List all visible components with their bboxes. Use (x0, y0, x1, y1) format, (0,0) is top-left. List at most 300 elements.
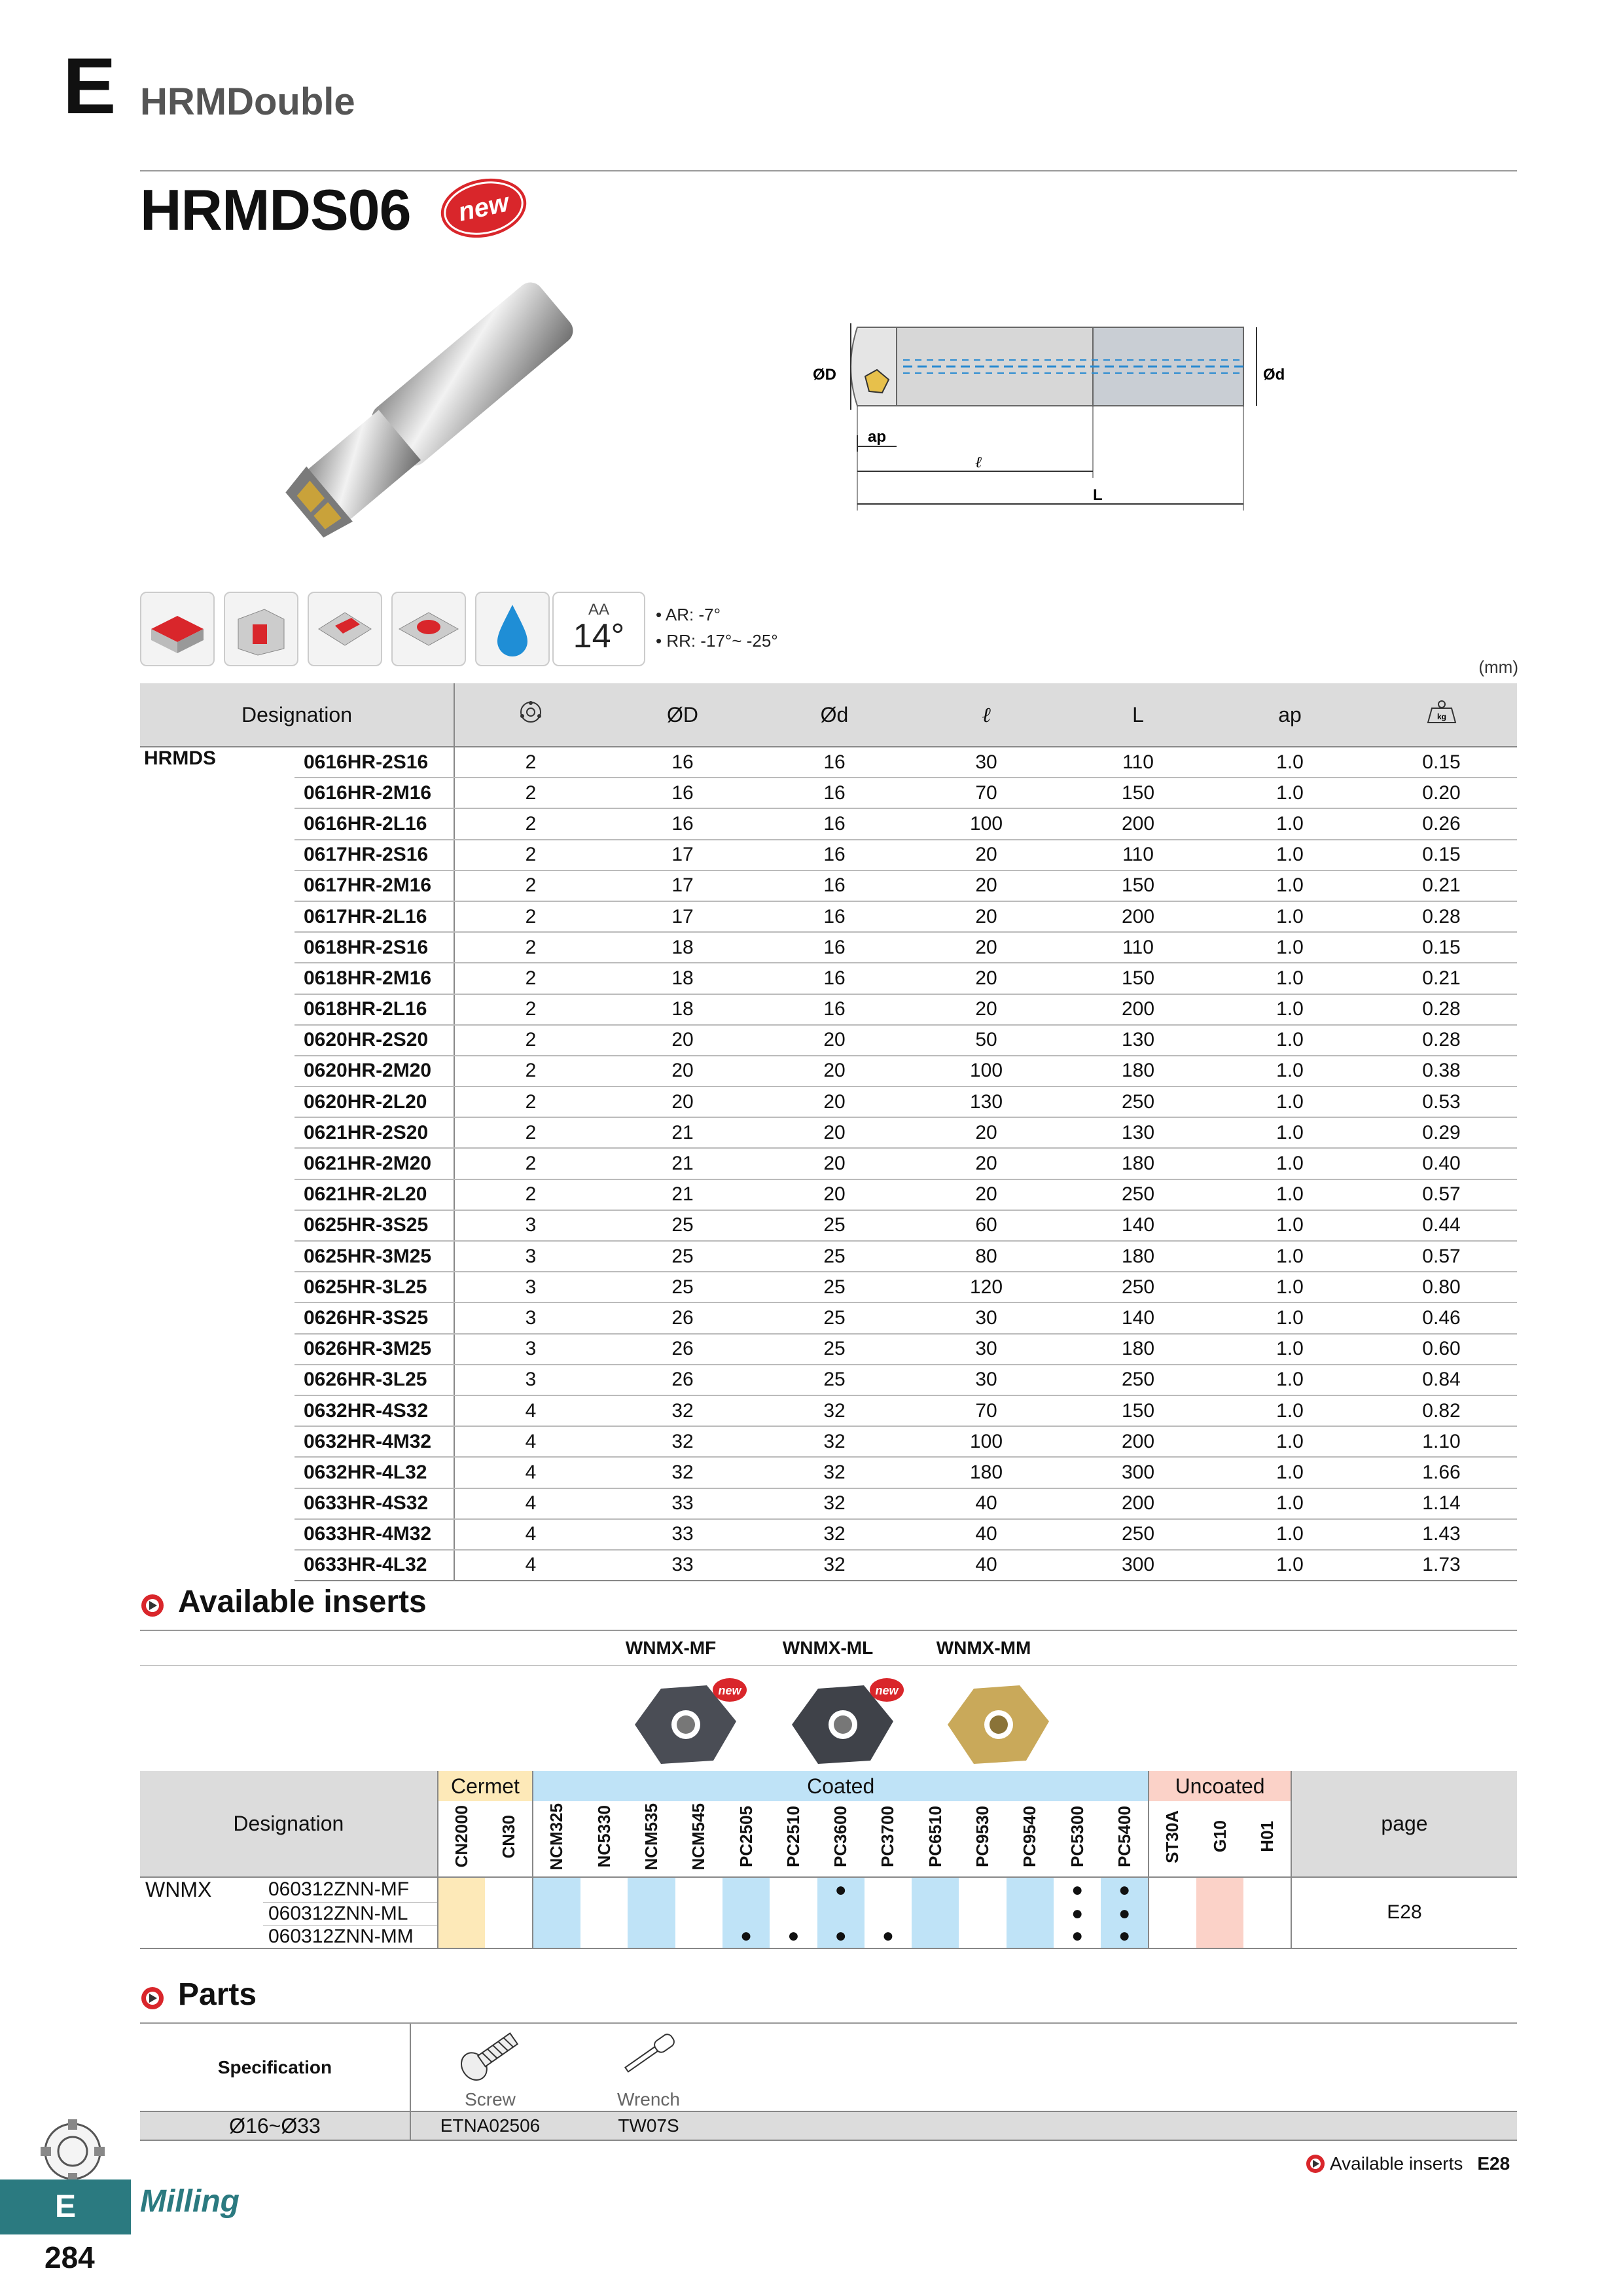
grade-header (912, 1801, 959, 1877)
table-row (140, 1550, 1517, 1581)
cell-l: 40 (910, 1488, 1062, 1519)
insert-mark-cell: ● (865, 1925, 912, 1948)
rr-note: • RR: -17°~ -25° (656, 631, 778, 651)
insert-mark-cell (438, 1877, 486, 1902)
cell-ap: 1.0 (1214, 1148, 1366, 1179)
insert-label-mf: WNMX-MF (625, 1638, 717, 1658)
insert-mark-cell (959, 1925, 1006, 1948)
cell-ap: 1.0 (1214, 808, 1366, 839)
cell-d: 16 (758, 932, 910, 963)
cell-L: 140 (1062, 1210, 1214, 1241)
table-row (140, 1365, 1517, 1395)
group-label: HRMDS (144, 747, 216, 769)
cell-kg: 1.66 (1366, 1457, 1517, 1488)
parts-arrow-icon (140, 1986, 165, 2011)
inserts-table (140, 1771, 1517, 1949)
cell-l: 20 (910, 1179, 1062, 1210)
insert-mark-cell (1196, 1877, 1243, 1902)
insert-mark-cell (485, 1902, 533, 1925)
cell-ap: 1.0 (1214, 747, 1366, 778)
aa-label: AA (588, 601, 609, 619)
insert-mark-cell (1149, 1925, 1196, 1948)
insert-mark-cell (1196, 1902, 1243, 1925)
cell-z: 2 (454, 747, 607, 778)
cell-code: 0617HR-2S16 (294, 840, 454, 870)
cell-ap: 1.0 (1214, 1488, 1366, 1519)
cell-z: 4 (454, 1426, 607, 1457)
grade-header (628, 1801, 675, 1877)
cell-ap: 1.0 (1214, 1457, 1366, 1488)
weight-unit: kg (1436, 712, 1446, 721)
table-row (140, 840, 1517, 870)
grade-label: ST30A (1162, 1810, 1183, 1863)
cell-l: 80 (910, 1241, 1062, 1272)
table-row (140, 1117, 1517, 1148)
link-arrow-icon (1305, 2153, 1326, 2174)
insert-code: 060312ZNN-ML (263, 1902, 438, 1925)
cell-L: 140 (1062, 1302, 1214, 1333)
cell-L: 200 (1062, 1426, 1214, 1457)
cell-l: 40 (910, 1519, 1062, 1550)
ar-note: • AR: -7° (656, 605, 721, 624)
insert-mark-cell (912, 1877, 959, 1902)
insert-mark-cell (485, 1877, 533, 1902)
col-designation: Designation (140, 683, 454, 747)
cell-d: 20 (758, 1086, 910, 1117)
grade-label: CN2000 (451, 1805, 471, 1868)
available-inserts-link[interactable] (1305, 2153, 1510, 2174)
cell-D: 21 (607, 1117, 758, 1148)
insert-image-mm (935, 1676, 1065, 1774)
cell-l: 20 (910, 1148, 1062, 1179)
table-row (140, 1519, 1517, 1550)
insert-mark-cell (722, 1877, 770, 1902)
insert-mark-cell (628, 1925, 675, 1948)
table-row (140, 1148, 1517, 1179)
cell-code: 0616HR-2M16 (294, 778, 454, 808)
cell-ap: 1.0 (1214, 1395, 1366, 1426)
cell-D: 26 (607, 1365, 758, 1395)
grade-label: H01 (1257, 1821, 1277, 1852)
insert-mark-cell (675, 1925, 722, 1948)
cell-code: 0625HR-3L25 (294, 1272, 454, 1302)
cell-L: 180 (1062, 1148, 1214, 1179)
dim-l-label: ℓ (975, 454, 982, 471)
cell-L: 150 (1062, 1395, 1214, 1426)
cell-kg: 0.40 (1366, 1148, 1517, 1179)
page-number: 284 (45, 2240, 95, 2274)
screw-icon (451, 2026, 529, 2085)
cell-D: 16 (607, 747, 758, 778)
grade-label: PC2505 (736, 1806, 756, 1867)
grade-header (722, 1801, 770, 1877)
grade-header (1196, 1801, 1243, 1877)
cell-D: 26 (607, 1302, 758, 1333)
cell-kg: 0.44 (1366, 1210, 1517, 1241)
face-milling-icon (140, 592, 215, 666)
insert-page-ref[interactable]: E28 (1387, 1901, 1422, 1924)
table-row (140, 1241, 1517, 1272)
cell-z: 2 (454, 1056, 607, 1086)
cell-kg: 0.26 (1366, 808, 1517, 839)
table-row (140, 1086, 1517, 1117)
screw-cell (410, 2024, 569, 2111)
table-row (140, 1210, 1517, 1241)
header-rule (140, 170, 1517, 171)
cell-D: 17 (607, 901, 758, 932)
cell-d: 25 (758, 1241, 910, 1272)
new-badge (437, 174, 530, 242)
insert-mark-cell (628, 1877, 675, 1902)
cell-kg: 0.28 (1366, 994, 1517, 1025)
cell-z: 4 (454, 1519, 607, 1550)
cell-ap: 1.0 (1214, 932, 1366, 963)
cell-ap: 1.0 (1214, 963, 1366, 994)
cell-L: 250 (1062, 1365, 1214, 1395)
cell-code: 0620HR-2L20 (294, 1086, 454, 1117)
cell-L: 130 (1062, 1025, 1214, 1056)
grade-label: NCM535 (641, 1803, 661, 1871)
shoulder-milling-icon (224, 592, 298, 666)
grade-header (1007, 1801, 1054, 1877)
axial-angle-box (552, 592, 645, 666)
insert-mark-cell (817, 1902, 865, 1925)
cell-z: 2 (454, 1117, 607, 1148)
cell-ap: 1.0 (1214, 1241, 1366, 1272)
cell-L: 130 (1062, 1117, 1214, 1148)
cell-kg: 0.21 (1366, 963, 1517, 994)
cell-L: 180 (1062, 1056, 1214, 1086)
cell-code: 0620HR-2M20 (294, 1056, 454, 1086)
cell-ap: 1.0 (1214, 901, 1366, 932)
cell-l: 30 (910, 1365, 1062, 1395)
table-row (140, 994, 1517, 1025)
tool-table (140, 683, 1517, 1581)
cell-z: 2 (454, 870, 607, 901)
cell-D: 33 (607, 1550, 758, 1581)
insert-mark-cell (533, 1925, 580, 1948)
cell-z: 2 (454, 1086, 607, 1117)
cell-z: 2 (454, 808, 607, 839)
cell-kg: 0.28 (1366, 901, 1517, 932)
table-row (140, 1457, 1517, 1488)
cell-l: 120 (910, 1272, 1062, 1302)
cell-D: 16 (607, 808, 758, 839)
cell-l: 50 (910, 1025, 1062, 1056)
table-row (140, 1179, 1517, 1210)
cell-L: 110 (1062, 840, 1214, 870)
cell-kg: 1.73 (1366, 1550, 1517, 1581)
cell-l: 70 (910, 1395, 1062, 1426)
cell-l: 30 (910, 1302, 1062, 1333)
cell-d: 32 (758, 1519, 910, 1550)
uncoated-group: Uncoated (1149, 1771, 1291, 1801)
cell-d: 25 (758, 1302, 910, 1333)
cell-ap: 1.0 (1214, 778, 1366, 808)
cell-z: 3 (454, 1302, 607, 1333)
cell-D: 32 (607, 1395, 758, 1426)
grade-label: PC3700 (878, 1806, 898, 1867)
cell-code: 0633HR-4L32 (294, 1550, 454, 1581)
cell-ap: 1.0 (1214, 1550, 1366, 1581)
cell-kg: 0.38 (1366, 1056, 1517, 1086)
wrench-code: TW07S (618, 2115, 679, 2136)
table-row (140, 870, 1517, 901)
table-row (140, 932, 1517, 963)
insert-mark-cell (675, 1902, 722, 1925)
insert-mark-cell (770, 1902, 817, 1925)
col-D: ØD (607, 683, 758, 747)
cell-d: 20 (758, 1056, 910, 1086)
grade-label: G10 (1209, 1820, 1230, 1853)
range-value: Ø16~Ø33 (140, 2111, 410, 2140)
footer-label: Milling (140, 2184, 240, 2219)
cell-l: 180 (910, 1457, 1062, 1488)
cell-ap: 1.0 (1214, 1210, 1366, 1241)
insert-mark-cell: ● (1101, 1902, 1149, 1925)
tool-thumbnail (37, 2115, 109, 2181)
tool-table-header (140, 683, 1517, 747)
cell-l: 20 (910, 901, 1062, 932)
grade-label: NCM325 (546, 1803, 567, 1871)
cell-z: 2 (454, 1179, 607, 1210)
grade-label: PC5300 (1067, 1806, 1087, 1867)
cell-kg: 1.14 (1366, 1488, 1517, 1519)
cell-code: 0632HR-4M32 (294, 1426, 454, 1457)
col-l: ℓ (910, 683, 1062, 747)
insert-mark-cell (912, 1925, 959, 1948)
cell-l: 130 (910, 1086, 1062, 1117)
insert-mark-cell: ● (1054, 1925, 1101, 1948)
spec-header: Specification (140, 2024, 410, 2111)
inserts-rule (140, 1630, 1517, 1631)
grade-header (580, 1801, 628, 1877)
cell-kg: 0.53 (1366, 1086, 1517, 1117)
table-row (140, 747, 1517, 778)
cell-D: 16 (607, 778, 758, 808)
cell-code: 0621HR-2L20 (294, 1179, 454, 1210)
cell-z: 3 (454, 1272, 607, 1302)
unit-note: (mm) (1478, 657, 1518, 677)
cell-d: 32 (758, 1426, 910, 1457)
cell-kg: 0.15 (1366, 840, 1517, 870)
cell-kg: 0.20 (1366, 778, 1517, 808)
grade-header (770, 1801, 817, 1877)
cell-code: 0633HR-4S32 (294, 1488, 454, 1519)
footer-section-tab: E (0, 2179, 131, 2234)
cell-code: 0618HR-2S16 (294, 932, 454, 963)
insert-code: 060312ZNN-MM (263, 1925, 438, 1948)
insert-mark-cell (438, 1902, 486, 1925)
cell-D: 21 (607, 1179, 758, 1210)
cell-L: 150 (1062, 778, 1214, 808)
cell-kg: 0.84 (1366, 1365, 1517, 1395)
insert-label-mm: WNMX-MM (936, 1638, 1031, 1658)
cell-d: 20 (758, 1117, 910, 1148)
insert-mark-cell: ● (1101, 1877, 1149, 1902)
cell-L: 250 (1062, 1519, 1214, 1550)
grade-label: CN30 (499, 1814, 519, 1859)
grade-label: PC9530 (972, 1806, 993, 1867)
insert-mark-cell (1007, 1877, 1054, 1902)
cell-code: 0632HR-4L32 (294, 1457, 454, 1488)
cell-z: 2 (454, 932, 607, 963)
cell-code: 0620HR-2S20 (294, 1025, 454, 1056)
cell-D: 25 (607, 1272, 758, 1302)
insert-mark-cell (1007, 1902, 1054, 1925)
cell-ap: 1.0 (1214, 1179, 1366, 1210)
screw-code: ETNA02506 (440, 2115, 541, 2136)
grade-label: PC2510 (783, 1806, 803, 1867)
cell-L: 200 (1062, 1488, 1214, 1519)
cell-ap: 1.0 (1214, 1117, 1366, 1148)
cell-d: 16 (758, 963, 910, 994)
screw-label: Screw (465, 2089, 516, 2109)
grade-header (1101, 1801, 1149, 1877)
dim-ap-label: ap (868, 428, 887, 446)
cell-D: 25 (607, 1210, 758, 1241)
technical-drawing (805, 308, 1381, 530)
wrench-cell (569, 2024, 728, 2111)
link-page: E28 (1477, 2153, 1510, 2174)
insert-mark-cell (580, 1902, 628, 1925)
cell-L: 200 (1062, 808, 1214, 839)
grade-label: PC3600 (830, 1806, 851, 1867)
insert-mark-cell (1243, 1925, 1291, 1948)
insert-mark-cell: ● (770, 1925, 817, 1948)
insert-mark-cell (865, 1902, 912, 1925)
cell-l: 20 (910, 1117, 1062, 1148)
table-row (140, 1272, 1517, 1302)
insert-label-ml: WNMX-ML (782, 1638, 874, 1658)
cell-L: 180 (1062, 1334, 1214, 1365)
insert-mark-cell (485, 1925, 533, 1948)
insert-mark-cell (865, 1877, 912, 1902)
cell-code: 0616HR-2L16 (294, 808, 454, 839)
cell-d: 25 (758, 1365, 910, 1395)
insert-mark-cell (959, 1877, 1006, 1902)
slot-milling-icon (308, 592, 382, 666)
dim-L-label: L (1093, 486, 1103, 504)
cell-l: 40 (910, 1550, 1062, 1581)
cell-D: 21 (607, 1148, 758, 1179)
cell-code: 0621HR-2S20 (294, 1117, 454, 1148)
grade-header (1054, 1801, 1101, 1877)
table-row (140, 1426, 1517, 1457)
cell-L: 150 (1062, 870, 1214, 901)
cell-d: 20 (758, 1025, 910, 1056)
table-row (140, 1334, 1517, 1365)
cell-code: 0633HR-4M32 (294, 1519, 454, 1550)
insert-mark-cell: ● (1101, 1925, 1149, 1948)
coolant-drop-icon (475, 592, 550, 666)
cell-code: 0626HR-3S25 (294, 1302, 454, 1333)
col-weight-icon (1366, 683, 1517, 747)
cell-D: 17 (607, 870, 758, 901)
cell-d: 32 (758, 1550, 910, 1581)
table-row (140, 901, 1517, 932)
insert-image-ml (779, 1676, 910, 1774)
product-title: HRMDS06 (140, 177, 411, 242)
pocket-milling-icon (391, 592, 466, 666)
insert-mark-cell (438, 1925, 486, 1948)
cell-kg: 0.46 (1366, 1302, 1517, 1333)
cell-kg: 0.60 (1366, 1334, 1517, 1365)
insert-mark-cell (1196, 1925, 1243, 1948)
cell-L: 250 (1062, 1179, 1214, 1210)
cell-code: 0618HR-2M16 (294, 963, 454, 994)
cell-L: 200 (1062, 901, 1214, 932)
cell-code: 0626HR-3L25 (294, 1365, 454, 1395)
cell-ap: 1.0 (1214, 1426, 1366, 1457)
cell-D: 26 (607, 1334, 758, 1365)
cell-l: 70 (910, 778, 1062, 808)
cell-D: 18 (607, 932, 758, 963)
grade-header (959, 1801, 1006, 1877)
cell-code: 0625HR-3M25 (294, 1241, 454, 1272)
cell-L: 110 (1062, 932, 1214, 963)
insert-mark-cell (675, 1877, 722, 1902)
new-badge-mf: new (718, 1684, 741, 1697)
cell-kg: 1.43 (1366, 1519, 1517, 1550)
cell-D: 33 (607, 1488, 758, 1519)
cell-kg: 0.82 (1366, 1395, 1517, 1426)
dim-D-label: ØD (813, 366, 836, 384)
insert-mark-cell (1243, 1877, 1291, 1902)
cell-code: 0621HR-2M20 (294, 1148, 454, 1179)
insert-mark-cell (533, 1877, 580, 1902)
cell-d: 20 (758, 1148, 910, 1179)
cell-ap: 1.0 (1214, 1519, 1366, 1550)
link-label: Available inserts (1330, 2153, 1463, 2174)
cell-d: 16 (758, 808, 910, 839)
cell-D: 25 (607, 1241, 758, 1272)
cell-ap: 1.0 (1214, 994, 1366, 1025)
section-arrow-icon (140, 1593, 165, 1618)
insert-group-label (140, 1925, 263, 1948)
section-letter: E (63, 41, 116, 130)
cell-z: 2 (454, 778, 607, 808)
table-row (140, 808, 1517, 839)
insert-group-label (140, 1902, 263, 1925)
cell-d: 32 (758, 1457, 910, 1488)
cell-code: 0616HR-2S16 (294, 747, 454, 778)
cell-l: 100 (910, 1426, 1062, 1457)
cell-code: 0632HR-4S32 (294, 1395, 454, 1426)
cell-d: 32 (758, 1488, 910, 1519)
insert-mark-cell (722, 1902, 770, 1925)
cell-kg: 0.80 (1366, 1272, 1517, 1302)
cell-ap: 1.0 (1214, 1334, 1366, 1365)
cell-d: 16 (758, 901, 910, 932)
insert-code: 060312ZNN-MF (263, 1877, 438, 1902)
cell-ap: 1.0 (1214, 1302, 1366, 1333)
insert-mark-cell: ● (1054, 1902, 1101, 1925)
table-row (140, 1488, 1517, 1519)
cell-L: 180 (1062, 1241, 1214, 1272)
grade-label: PC6510 (925, 1806, 945, 1867)
cell-code: 0617HR-2M16 (294, 870, 454, 901)
cell-l: 30 (910, 1334, 1062, 1365)
insert-mark-cell (1007, 1925, 1054, 1948)
cell-D: 18 (607, 963, 758, 994)
cell-ap: 1.0 (1214, 1365, 1366, 1395)
cell-kg: 0.15 (1366, 747, 1517, 778)
grade-header (1149, 1801, 1196, 1877)
table-row (140, 1395, 1517, 1426)
grade-label: NCM545 (688, 1803, 709, 1871)
grade-header (865, 1801, 912, 1877)
